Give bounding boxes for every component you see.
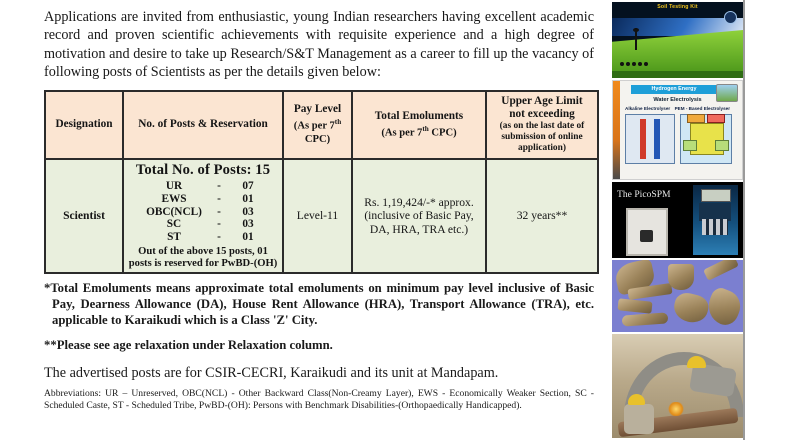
list-item (143, 218, 263, 231)
header-total-emoluments (352, 91, 486, 159)
header-pay-level-sub: (As per 7th CPC) (293, 118, 342, 145)
post-category: UR (165, 180, 183, 193)
cell-designation: Scientist (45, 159, 123, 274)
header-posts-reservation: No. of Posts & Reservation (123, 91, 283, 159)
post-count: 01 (242, 192, 254, 205)
gas-outlet-left (683, 140, 697, 151)
poster-side-bar (613, 81, 620, 179)
hydrogen-banner-text: Hydrogen Energy (651, 86, 697, 92)
picospm-title: The PicoSPM (617, 189, 671, 200)
pem-cell-diagram (680, 114, 732, 164)
post-dash: - (217, 231, 221, 244)
footnote-single-star: *Total Emoluments means approximate total emoluments on minimum pay level inclusive of Basic Pay, Dearness Allowance (DA), House Rent Allowance (HRA), Transport Allowance (TRA), etc. applicable to Karaikudi which is a Class 'Z' City. (44, 281, 594, 327)
pem-top-box-right (707, 114, 725, 123)
photo-hydrogen-energy-poster (612, 80, 743, 180)
post-dash: - (217, 205, 221, 218)
alkaline-cell-diagram (625, 114, 675, 164)
worker-figure (683, 356, 737, 402)
alkaline-electrolyser-label: Alkaline Electrolyser (625, 106, 671, 111)
vacancy-table-header (45, 91, 598, 159)
cell-posts-reservation (123, 159, 283, 274)
post-category: EWS (161, 192, 187, 205)
header-upper-age-limit (486, 91, 598, 159)
hydrogen-banner-bar (631, 85, 717, 94)
photo-pipeline-workers (612, 334, 743, 438)
soil-poster-field (612, 30, 743, 72)
photo-metal-castings (612, 260, 743, 332)
table-header-row (45, 91, 598, 159)
header-age-line1: Upper Age Limit (501, 95, 583, 108)
picospm-legs (702, 219, 728, 235)
hydrogen-subtitle: Water Electrolysis (653, 97, 702, 103)
header-emoluments-sub: (As per 7th CPC) (381, 124, 457, 139)
casting-part (671, 290, 711, 325)
pem-electrolyser-label: PEM - Based Electrolyser (674, 106, 730, 111)
list-item (143, 192, 263, 205)
footnote-double-star: **Please see age relaxation under Relaxation column. (44, 338, 333, 353)
safety-helmet-icon (628, 394, 645, 405)
soil-poster-footer-strip (612, 71, 743, 78)
cathode-electrode (654, 119, 660, 159)
header-emoluments-ordinal: th (422, 124, 429, 133)
soil-kit-title: Soil Testing Kit (657, 4, 698, 10)
cell-total-emoluments: Rs. 1,19,424/-* approx. (inclusive of Basic Pay, DA, HRA, TRA etc.) (352, 159, 486, 274)
post-dash: - (217, 218, 221, 231)
picospm-display (701, 189, 731, 202)
pem-top-box-left (687, 114, 705, 123)
post-category: SC (166, 218, 182, 231)
gas-outlet-right (715, 140, 729, 151)
header-pay-level (283, 91, 352, 159)
header-designation: Designation (45, 91, 123, 159)
cell-upper-age-limit: 32 years** (486, 159, 598, 274)
worker-torso (624, 404, 654, 434)
right-blank-margin (745, 0, 800, 440)
soil-poster-dots (620, 53, 654, 58)
photo-picospm (612, 182, 743, 258)
list-item (143, 180, 263, 193)
post-count: 07 (242, 180, 254, 193)
image-sidebar (608, 0, 743, 440)
welding-spark (668, 402, 684, 416)
cell-pay-level: Level-11 (283, 159, 352, 274)
post-count: 01 (242, 231, 254, 244)
safety-helmet-icon (687, 356, 706, 368)
abbreviations-paragraph: Abbreviations: UR – Unreserved, OBC(NCL) - Other Backward Class(Non-Creamy Layer), EWS - Economically Weaker Section, SC - Scheduled Caste, ST - Scheduled Tribe, PwBD-(OH): Persons with Benchmark Disabilities-(Orthopaedically Handicapped). (44, 387, 594, 411)
casting-part (622, 312, 669, 326)
header-pay-level-main: Pay Level (293, 103, 342, 116)
casting-part (703, 260, 739, 281)
vacancy-table-body (45, 159, 598, 274)
table-row (45, 159, 598, 274)
post-dash: - (217, 192, 221, 205)
post-count: 03 (242, 205, 254, 218)
posts-breakdown-list (143, 180, 263, 244)
picospm-instrument (693, 185, 738, 255)
casting-part (703, 285, 743, 329)
intro-paragraph: Applications are invited from enthusiastic, young Indian researchers having excellent academic record and proven scientific achievements with requisite experience and a high degree of motivation and desire to take up Research/S&T Management as a career to fill up the vacancy of following posts of Scientists as per the details given below: (44, 9, 594, 81)
soil-poster-pole (635, 28, 637, 50)
header-age-sub: (as on the last date of submission of online application) (499, 121, 585, 154)
vacancy-table (44, 90, 599, 275)
casting-part (668, 264, 694, 290)
header-emoluments-main: Total Emoluments (374, 109, 464, 122)
post-dash: - (217, 180, 221, 193)
casting-part (617, 298, 652, 313)
worker-figure (624, 390, 660, 434)
post-category: ST (167, 231, 181, 244)
soil-poster-badge-icon (724, 11, 737, 24)
header-age-line2: not exceeding (509, 108, 575, 121)
anode-electrode (640, 119, 646, 159)
advertised-posts-line: The advertised posts are for CSIR-CECRI, Karaikudi and its unit at Mandapam. (44, 364, 499, 381)
posts-total-label: Total No. of Posts: 15 (135, 161, 271, 178)
list-item (143, 231, 263, 244)
posts-pwbd-note: Out of the above 15 posts, 01 posts is reserved for PwBD-(OH) (128, 245, 278, 269)
list-item (143, 205, 263, 218)
photo-soil-testing-kit (612, 2, 743, 78)
header-pay-level-ordinal: th (334, 118, 342, 127)
post-count: 03 (242, 218, 254, 231)
picospm-enclosure (626, 208, 668, 256)
post-category: OBC(NCL) (146, 205, 202, 218)
